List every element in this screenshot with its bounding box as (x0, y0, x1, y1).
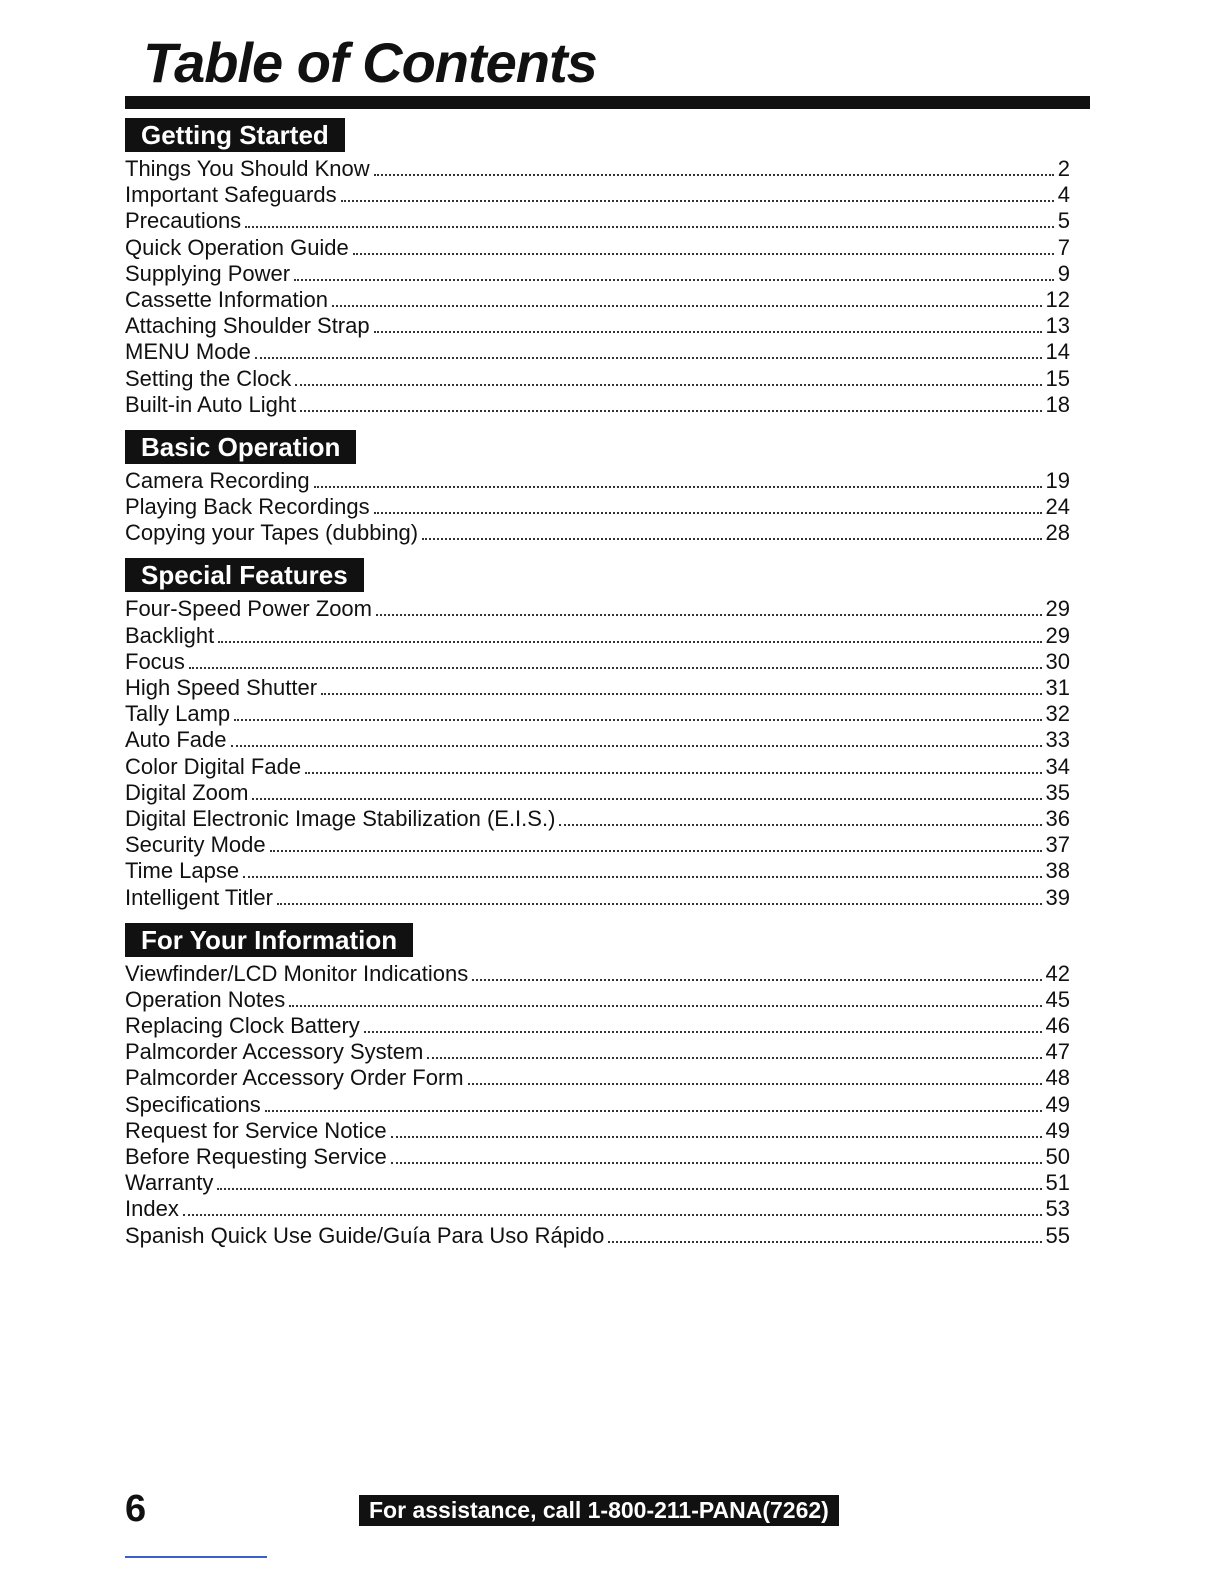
entry-page: 19 (1045, 467, 1070, 493)
entry-title: Precautions (125, 208, 242, 234)
toc-entry (125, 1196, 1070, 1222)
toc-entry (125, 468, 1070, 494)
entry-page: 49 (1045, 1117, 1070, 1143)
toc-entry (125, 313, 1070, 339)
entry-title: Built-in Auto Light (125, 391, 297, 417)
dot-leader (472, 979, 1041, 981)
entry-title: Tally Lamp (125, 701, 231, 727)
page-title: Table of Contents (143, 31, 597, 94)
entry-title: Time Lapse (125, 858, 240, 884)
toc-entry (125, 623, 1070, 649)
dot-leader (422, 538, 1041, 540)
assistance-banner: For assistance, call 1-800-211-PANA(7262) (359, 1495, 839, 1526)
toc-entry (125, 675, 1070, 701)
entry-title: Intelligent Titler (125, 884, 273, 910)
dot-leader (270, 850, 1042, 852)
toc-entry (125, 701, 1070, 727)
toc-entry (125, 832, 1070, 858)
dot-leader (243, 876, 1041, 878)
entry-page: 51 (1045, 1170, 1070, 1196)
dot-leader (294, 279, 1054, 281)
entry-title: Cassette Information (125, 286, 328, 312)
dot-leader (255, 357, 1042, 359)
entry-title: Replacing Clock Battery (125, 1013, 360, 1039)
dot-leader (374, 512, 1042, 514)
dot-leader (608, 1241, 1041, 1243)
entry-page: 15 (1045, 365, 1070, 391)
dot-leader (353, 253, 1054, 255)
dot-leader (559, 824, 1041, 826)
dot-leader (391, 1162, 1042, 1164)
table-of-contents (125, 118, 1070, 1261)
entry-title: Supplying Power (125, 260, 291, 286)
toc-entry (125, 596, 1070, 622)
entry-page: 13 (1045, 313, 1070, 339)
toc-section (125, 118, 1070, 418)
entry-page: 36 (1045, 805, 1070, 831)
section-header: For Your Information (125, 923, 413, 957)
entry-title: Viewfinder/LCD Monitor Indications (125, 960, 469, 986)
entry-page: 29 (1045, 596, 1070, 622)
dot-leader (189, 667, 1042, 669)
entry-title: Request for Service Notice (125, 1117, 387, 1143)
dot-leader (374, 174, 1054, 176)
entry-page: 4 (1057, 182, 1070, 208)
dot-leader (217, 1188, 1041, 1190)
entry-page: 30 (1045, 648, 1070, 674)
toc-entry (125, 961, 1070, 987)
dot-leader (341, 200, 1054, 202)
dot-leader (234, 719, 1041, 721)
entry-page: 42 (1045, 960, 1070, 986)
toc-entry (125, 156, 1070, 182)
toc-entry (125, 287, 1070, 313)
dot-leader (321, 693, 1041, 695)
toc-entry (125, 1013, 1070, 1039)
entry-title: Digital Electronic Image Stabilization (E.I.S.) (125, 805, 556, 831)
toc-entry (125, 754, 1070, 780)
entry-title: Quick Operation Guide (125, 234, 349, 260)
entry-title: Attaching Shoulder Strap (125, 313, 370, 339)
toc-entry (125, 366, 1070, 392)
dot-leader (295, 384, 1041, 386)
entry-page: 29 (1045, 622, 1070, 648)
entry-title: Four-Speed Power Zoom (125, 596, 372, 622)
entry-title: Color Digital Fade (125, 753, 302, 779)
dot-leader (231, 745, 1042, 747)
entry-title: Copying your Tapes (dubbing) (125, 520, 419, 546)
entry-title: Backlight (125, 622, 215, 648)
entry-page: 50 (1045, 1144, 1070, 1169)
dot-leader (252, 798, 1041, 800)
toc-entry (125, 1223, 1070, 1249)
toc-section (125, 558, 1070, 910)
entry-page: 2 (1057, 156, 1070, 181)
divider (125, 1556, 267, 1558)
toc-entry (125, 727, 1070, 753)
entry-title: Camera Recording (125, 467, 310, 493)
entry-page: 18 (1045, 391, 1070, 417)
toc-entry (125, 1144, 1070, 1170)
toc-entry (125, 885, 1070, 911)
entry-title: Security Mode (125, 832, 266, 858)
entry-title: High Speed Shutter (125, 675, 318, 700)
entry-page: 49 (1045, 1091, 1070, 1117)
toc-entry (125, 780, 1070, 806)
dot-leader (427, 1057, 1041, 1059)
entry-title: Playing Back Recordings (125, 494, 370, 520)
entry-page: 28 (1045, 520, 1070, 546)
toc-entry (125, 1170, 1070, 1196)
entry-page: 24 (1045, 494, 1070, 520)
entry-page: 38 (1045, 858, 1070, 884)
entry-page: 12 (1045, 286, 1070, 312)
toc-entry (125, 520, 1070, 546)
entry-title: Focus (125, 648, 185, 674)
toc-entry (125, 235, 1070, 261)
dot-leader (277, 903, 1042, 905)
toc-entry (125, 339, 1070, 365)
dot-leader (305, 772, 1041, 774)
entry-title: Warranty (125, 1170, 214, 1196)
dot-leader (364, 1031, 1042, 1033)
toc-entry (125, 1092, 1070, 1118)
entry-page: 37 (1045, 832, 1070, 858)
dot-leader (300, 410, 1041, 412)
entry-page: 32 (1045, 701, 1070, 727)
toc-entry (125, 649, 1070, 675)
toc-entry (125, 1118, 1070, 1144)
entry-title: Setting the Clock (125, 365, 292, 391)
entry-title: Index (125, 1196, 179, 1222)
dot-leader (374, 331, 1042, 333)
entry-title: Important Safeguards (125, 182, 337, 208)
entry-page: 7 (1057, 234, 1070, 260)
toc-entry (125, 806, 1070, 832)
dot-leader (391, 1136, 1042, 1138)
entry-page: 46 (1045, 1013, 1070, 1039)
entry-page: 55 (1045, 1222, 1070, 1248)
entry-title: Specifications (125, 1091, 261, 1117)
toc-entry (125, 987, 1070, 1013)
toc-entry (125, 392, 1070, 418)
page-number: 6 (125, 1488, 147, 1530)
dot-leader (289, 1005, 1041, 1007)
section-header: Basic Operation (125, 430, 356, 464)
dot-leader (376, 614, 1042, 616)
section-header: Special Features (125, 558, 364, 592)
entry-title: Palmcorder Accessory System (125, 1039, 424, 1065)
entry-title: MENU Mode (125, 339, 251, 365)
entry-page: 35 (1045, 779, 1070, 805)
entry-title: Digital Zoom (125, 779, 249, 805)
title-rule (125, 96, 1090, 109)
dot-leader (218, 641, 1041, 643)
entry-page: 14 (1045, 339, 1070, 365)
dot-leader (468, 1083, 1042, 1085)
toc-entry (125, 1065, 1070, 1091)
toc-entry (125, 182, 1070, 208)
toc-entry (125, 261, 1070, 287)
entry-title: Spanish Quick Use Guide/Guía Para Uso Rápido (125, 1222, 605, 1248)
toc-entry (125, 1039, 1070, 1065)
entry-page: 33 (1045, 727, 1070, 753)
entry-page: 31 (1045, 675, 1070, 700)
entry-page: 45 (1045, 986, 1070, 1012)
toc-entry (125, 208, 1070, 234)
section-header: Getting Started (125, 118, 345, 152)
entry-page: 5 (1057, 208, 1070, 234)
toc-entry (125, 494, 1070, 520)
entry-page: 9 (1057, 260, 1070, 286)
dot-leader (314, 486, 1042, 488)
entry-page: 53 (1045, 1196, 1070, 1222)
entry-page: 34 (1045, 753, 1070, 779)
dot-leader (332, 305, 1042, 307)
entry-page: 47 (1045, 1039, 1070, 1065)
entry-title: Auto Fade (125, 727, 227, 753)
entry-title: Before Requesting Service (125, 1144, 387, 1169)
toc-section (125, 430, 1070, 547)
dot-leader (265, 1110, 1042, 1112)
toc-entry (125, 858, 1070, 884)
entry-page: 48 (1045, 1065, 1070, 1091)
dot-leader (183, 1214, 1042, 1216)
entry-page: 39 (1045, 884, 1070, 910)
entry-title: Operation Notes (125, 986, 286, 1012)
entry-title: Palmcorder Accessory Order Form (125, 1065, 464, 1091)
entry-title: Things You Should Know (125, 156, 370, 181)
dot-leader (245, 226, 1054, 228)
toc-section (125, 923, 1070, 1249)
